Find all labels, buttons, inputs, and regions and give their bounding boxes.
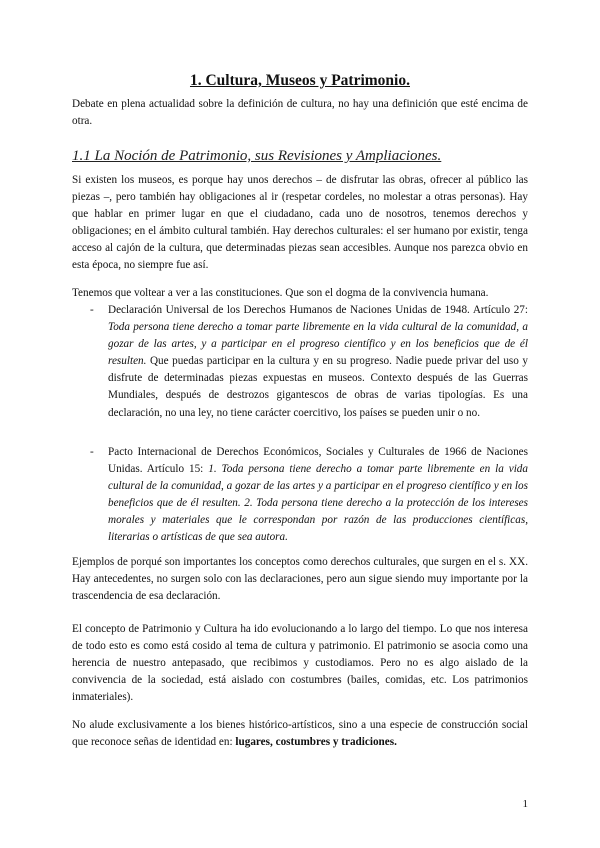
item1-quote: Toda persona tiene derecho a tomar parte libremente en la vida cultural de la comunidad, a gozar de las artes, y a participar en el progreso científico y en los beneficios que de él resulten. xyxy=(108,321,528,368)
item1-rest: Que puedas participar en la cultura y en su progreso. Nadie puede privar del uso y disfrute de determinadas piezas expuestas en museos. Contexto después de las Guerras Mundiales, después de destrozos gigantescos de obras de varias tipologías. Es una declaración, no una ley, no tiene carácter coercitivo, los países se pueden unir o no. xyxy=(108,355,528,419)
paragraph-rights: Si existen los museos, es porque hay unos derechos – de disfrutar las obras, ofrecer al público las piezas –, pero también hay obligaciones al ir (respetar cordeles, no molestar a otras personas). Hay que hablar en primer lugar en que el ciudadano, cada uno de nosotros, tenemos derechos y obligaciones; en el ámbito cultural también. Hay derechos culturales: el ser humano por existir, tenga acceso al cajón de la cultura, que determinadas piezas sean accesibles. Aunque nos parezca obvio en esta época, no siempre fue así. xyxy=(72,174,528,272)
page-title: 1. Cultura, Museos y Patrimonio. xyxy=(189,72,410,89)
p5-bold: lugares, costumbres y tradiciones. xyxy=(235,736,397,749)
paragraph-constitutions: Tenemos que voltear a ver a las constituciones. Que son el dogma de la convivencia humana. xyxy=(72,287,489,299)
item1-lead: Declaración Universal de los Derechos Humanos de Naciones Unidas de 1948. Artículo 27: xyxy=(108,304,528,316)
item2-quote: 1. Toda persona tiene derecho a tomar parte libremente en la vida cultural de la comunidad, a gozar de las artes y a participar en el progreso científico y en los beneficios que de él resulten. 2. Toda persona tiene derecho a la protección de los intereses morales y materiales que le correspondan por razón de las producciones científicas, literarias o artísticas de que sea autora. xyxy=(108,463,528,544)
paragraph-identity xyxy=(72,717,528,751)
intro-paragraph: Debate en plena actualidad sobre la definición de cultura, no hay una definición que esté encima de otra. xyxy=(72,98,528,128)
list-item-declaration xyxy=(108,302,528,422)
page-number: 1 xyxy=(522,798,528,810)
list-bullet: - xyxy=(90,304,94,316)
paragraph-concept: El concepto de Patrimonio y Cultura ha ido evolucionando a lo largo del tiempo. Lo que nos interesa de todo esto es como está cosido al tema de cultura y patrimonio. El patrimonio se asocia como una herencia de nuestro antepasado, que recibimos y custodiamos. Pero no es algo aislado de la convivencia de la sociedad, está aislado con costumbres (bailes, comidas, etc. Los patrimonios inmateriales). xyxy=(72,623,528,704)
list-bullet: - xyxy=(90,446,94,458)
section-heading: 1.1 La Noción de Patrimonio, sus Revisiones y Ampliaciones. xyxy=(72,148,442,164)
item2-lead: Pacto Internacional de Derechos Económicos, Sociales y Culturales de 1966 de Naciones Unidas. Artículo 15: xyxy=(108,446,528,476)
p5-lead: No alude exclusivamente a los bienes histórico-artísticos, sino a una especie de construcción social que reconoce señas de identidad en: xyxy=(72,719,528,749)
paragraph-examples: Ejemplos de porqué son importantes los conceptos como derechos culturales, que surgen en el s. XX. Hay antecedentes, no surgen solo con las declaraciones, pero aun sigue siendo muy importante por la trascendencia de esa declaración. xyxy=(72,556,528,603)
list-item-pact xyxy=(108,444,528,547)
